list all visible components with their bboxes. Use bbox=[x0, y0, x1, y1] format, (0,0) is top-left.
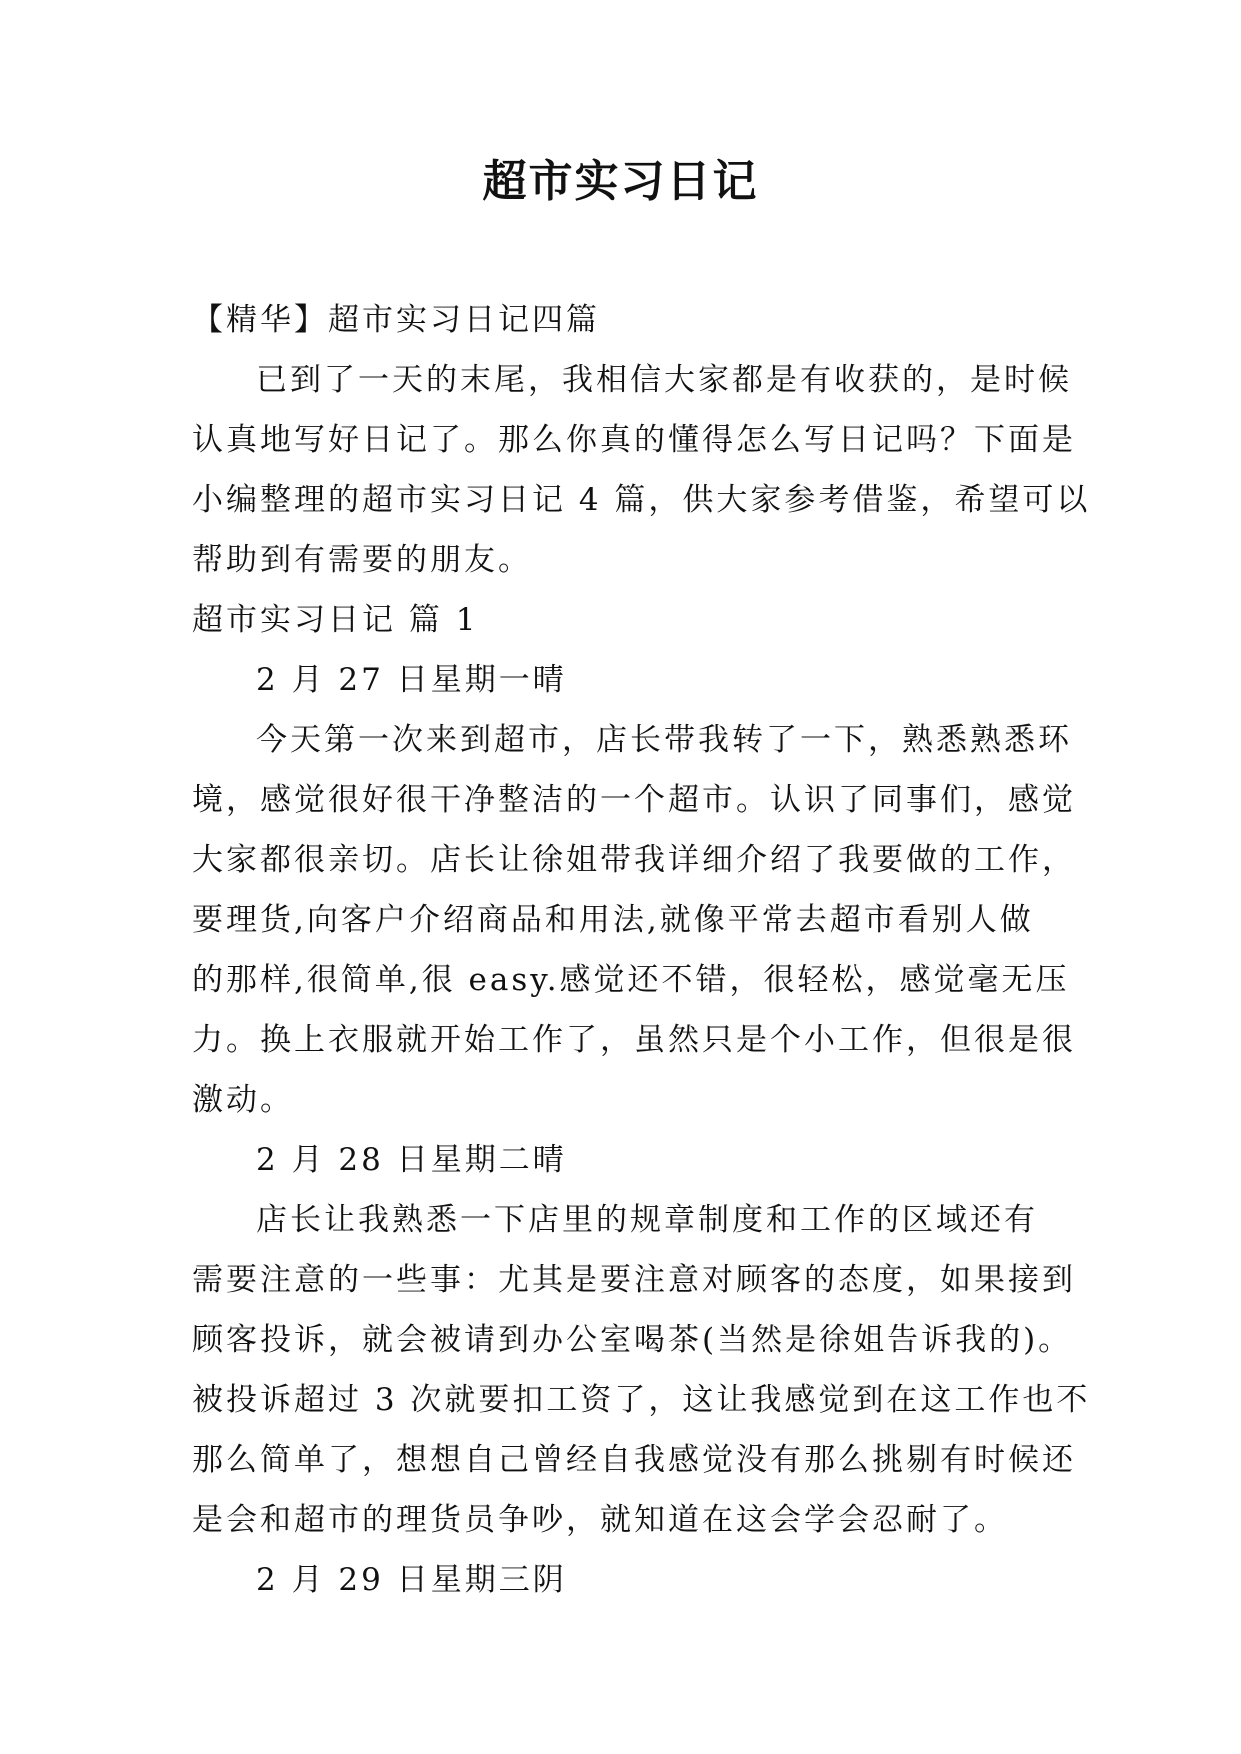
text-line: 要理货,向客户介绍商品和用法,就像平常去超市看别人做 bbox=[192, 902, 1034, 938]
text-line: 需要注意的一些事：尤其是要注意对顾客的态度，如果接到 bbox=[192, 1262, 1076, 1298]
document-body bbox=[192, 290, 1091, 1610]
text-line: 2 月 29 日星期三阴 bbox=[256, 1562, 567, 1598]
text-line: 力。换上衣服就开始工作了，虽然只是个小工作，但很是很 bbox=[192, 1022, 1076, 1058]
text-line: 顾客投诉，就会被请到办公室喝茶(当然是徐姐告诉我的)。 bbox=[192, 1322, 1073, 1358]
text-line: 2 月 27 日星期一晴 bbox=[256, 662, 567, 698]
text-line: 已到了一天的末尾，我相信大家都是有收获的，是时候 bbox=[256, 362, 1072, 398]
text-line: 超市实习日记 篇 1 bbox=[192, 602, 479, 638]
text-line: 的那样,很简单,很 easy.感觉还不错，很轻松，感觉毫无压 bbox=[192, 962, 1070, 998]
text-line: 被投诉超过 3 次就要扣工资了，这让我感觉到在这工作也不 bbox=[192, 1382, 1091, 1418]
text-line: 境，感觉很好很干净整洁的一个超市。认识了同事们，感觉 bbox=[192, 782, 1076, 818]
document-title: 超市实习日记 bbox=[482, 156, 759, 207]
text-line: 那么简单了，想想自己曾经自我感觉没有那么挑剔有时候还 bbox=[192, 1442, 1076, 1478]
text-line: 【精华】超市实习日记四篇 bbox=[192, 302, 600, 338]
text-line: 帮助到有需要的朋友。 bbox=[192, 542, 532, 578]
text-line: 今天第一次来到超市，店长带我转了一下，熟悉熟悉环 bbox=[256, 722, 1072, 758]
text-line: 小编整理的超市实习日记 4 篇，供大家参考借鉴，希望可以 bbox=[192, 482, 1091, 518]
text-line: 是会和超市的理货员争吵，就知道在这会学会忍耐了。 bbox=[192, 1502, 1008, 1538]
text-line: 店长让我熟悉一下店里的规章制度和工作的区域还有 bbox=[256, 1202, 1038, 1238]
text-line: 认真地写好日记了。那么你真的懂得怎么写日记吗？下面是 bbox=[192, 422, 1076, 458]
text-line: 大家都很亲切。店长让徐姐带我详细介绍了我要做的工作， bbox=[192, 842, 1076, 878]
text-line: 2 月 28 日星期二晴 bbox=[256, 1142, 567, 1178]
text-line: 激动。 bbox=[192, 1082, 294, 1118]
